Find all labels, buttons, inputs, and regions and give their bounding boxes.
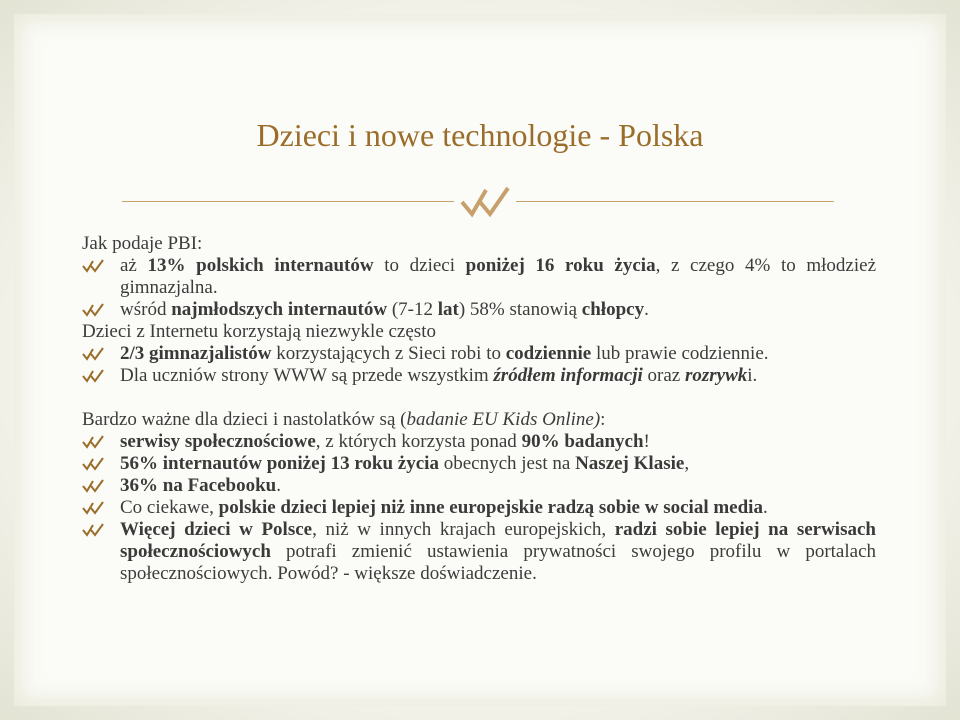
double-checkmark-icon: [82, 501, 104, 515]
double-checkmark-icon: [82, 523, 104, 537]
list-item: Więcej dzieci w Polsce, niż w innych krajach europejskich, radzi sobie lepiej na serwisach społecznościowych potrafi zmienić ustawienia prywatności swojego profilu w portalach społecznościowych. Powód? - większe doświadczenie.: [82, 519, 876, 585]
intro-usage: Dzieci z Internetu korzystają niezwykle często: [82, 321, 436, 342]
double-checkmark-icon: [82, 259, 104, 273]
list-item: wśród najmłodszych internautów (7-12 lat) 58% stanowią chłopcy.: [82, 299, 876, 321]
list-item: 56% internautów poniżej 13 roku życia obecnych jest na Naszej Klasie,: [82, 453, 876, 475]
slide-title: Dzieci i nowe technologie - Polska: [256, 117, 704, 154]
double-checkmark-icon: [82, 457, 104, 471]
double-checkmark-icon: [82, 347, 104, 361]
slide-content: [82, 233, 876, 585]
intro-eu-kids: Bardzo ważne dla dzieci i nastolatków są (badanie EU Kids Online):: [82, 409, 606, 430]
list-item: 36% na Facebooku.: [82, 475, 876, 497]
double-checkmark-icon: [82, 303, 104, 317]
double-checkmark-icon: [82, 369, 104, 383]
list-item: serwisy społecznościowe, z których korzysta ponad 90% badanych!: [82, 431, 876, 453]
title-divider-right: [516, 201, 834, 202]
list-item: Dla uczniów strony WWW są przede wszystkim źródłem informacji oraz rozrywki.: [82, 365, 876, 387]
double-checkmark-icon: [82, 435, 104, 449]
spacer: [82, 387, 876, 409]
double-checkmark-icon: [82, 479, 104, 493]
double-checkmark-icon: [456, 184, 516, 220]
title-divider-left: [122, 201, 454, 202]
list-item: 2/3 gimnazjalistów korzystających z Sieci robi to codziennie lub prawie codziennie.: [82, 343, 876, 365]
intro-pbi: Jak podaje PBI:: [82, 233, 203, 254]
list-item: aż 13% polskich internautów to dzieci poniżej 16 roku życia, z czego 4% to młodzież gimnazjalna.: [82, 255, 876, 299]
list-item: Co ciekawe, polskie dzieci lepiej niż inne europejskie radzą sobie w social media.: [82, 497, 876, 519]
